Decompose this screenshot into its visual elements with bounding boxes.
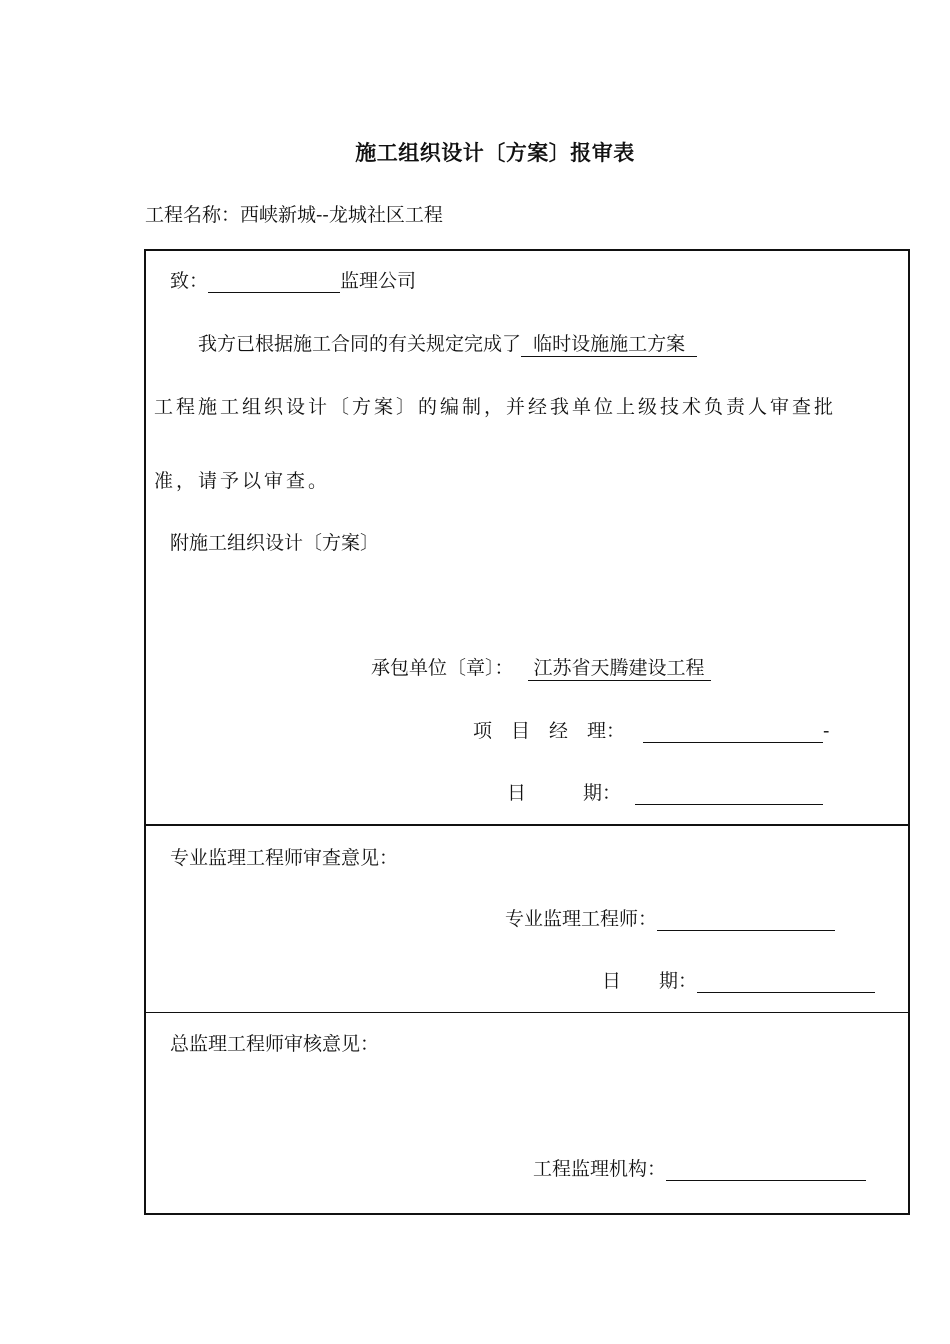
engineer-label: 专业监理工程师： (505, 908, 658, 930)
supervision-org-blank[interactable] (666, 1160, 866, 1181)
attachment-note: 附施工组织设计〔方案〕 (170, 532, 380, 554)
statement-line-2: 工程施工组织设计〔方案〕的编制，并经我单位上级技术负责人审查批 (154, 396, 837, 418)
project-manager-label: 项 目 经 理： (473, 720, 626, 742)
section1-date-blank[interactable] (635, 784, 823, 805)
engineer-blank[interactable] (657, 910, 835, 931)
contractor-value: 江苏省天腾建设工程 (528, 653, 711, 681)
contractor-row (371, 653, 711, 681)
section1-date-label: 日 期： (507, 782, 622, 804)
supervision-org-row (533, 1154, 866, 1181)
contractor-label: 承包单位〔章〕： (371, 657, 514, 679)
project-manager-blank[interactable] (643, 722, 823, 743)
section-divider-2 (144, 1012, 910, 1013)
section-divider-1 (144, 824, 910, 826)
addressee-suffix: 监理公司 (340, 270, 417, 292)
statement-line-3: 准，请予以审查。 (154, 470, 331, 492)
section2-date-row (602, 966, 875, 993)
project-name-value: 西峡新城--龙城社区工程 (240, 204, 443, 226)
addressee-label: 致： (170, 270, 209, 292)
engineer-signature-row (505, 904, 835, 931)
plan-name: 临时设施施工方案 (521, 329, 697, 357)
form-title: 施工组织设计〔方案〕报审表 (355, 140, 635, 165)
engineer-opinion-heading: 专业监理工程师审查意见： (170, 847, 399, 869)
project-name-label: 工程名称： (145, 204, 241, 226)
chief-engineer-opinion-heading: 总监理工程师审核意见： (170, 1033, 380, 1055)
addressee-blank[interactable] (208, 272, 340, 293)
section2-date-label: 日 期： (602, 970, 698, 992)
section1-date-row (507, 778, 823, 805)
statement-prefix: 我方已根据施工合同的有关规定完成了 (198, 333, 522, 355)
project-manager-dash: - (823, 720, 830, 742)
addressee-row (170, 266, 416, 293)
section2-date-blank[interactable] (697, 972, 875, 993)
statement-line-1 (198, 329, 697, 357)
project-name-row (145, 200, 443, 227)
project-manager-row (473, 716, 829, 743)
supervision-org-label: 工程监理机构： (533, 1158, 667, 1180)
